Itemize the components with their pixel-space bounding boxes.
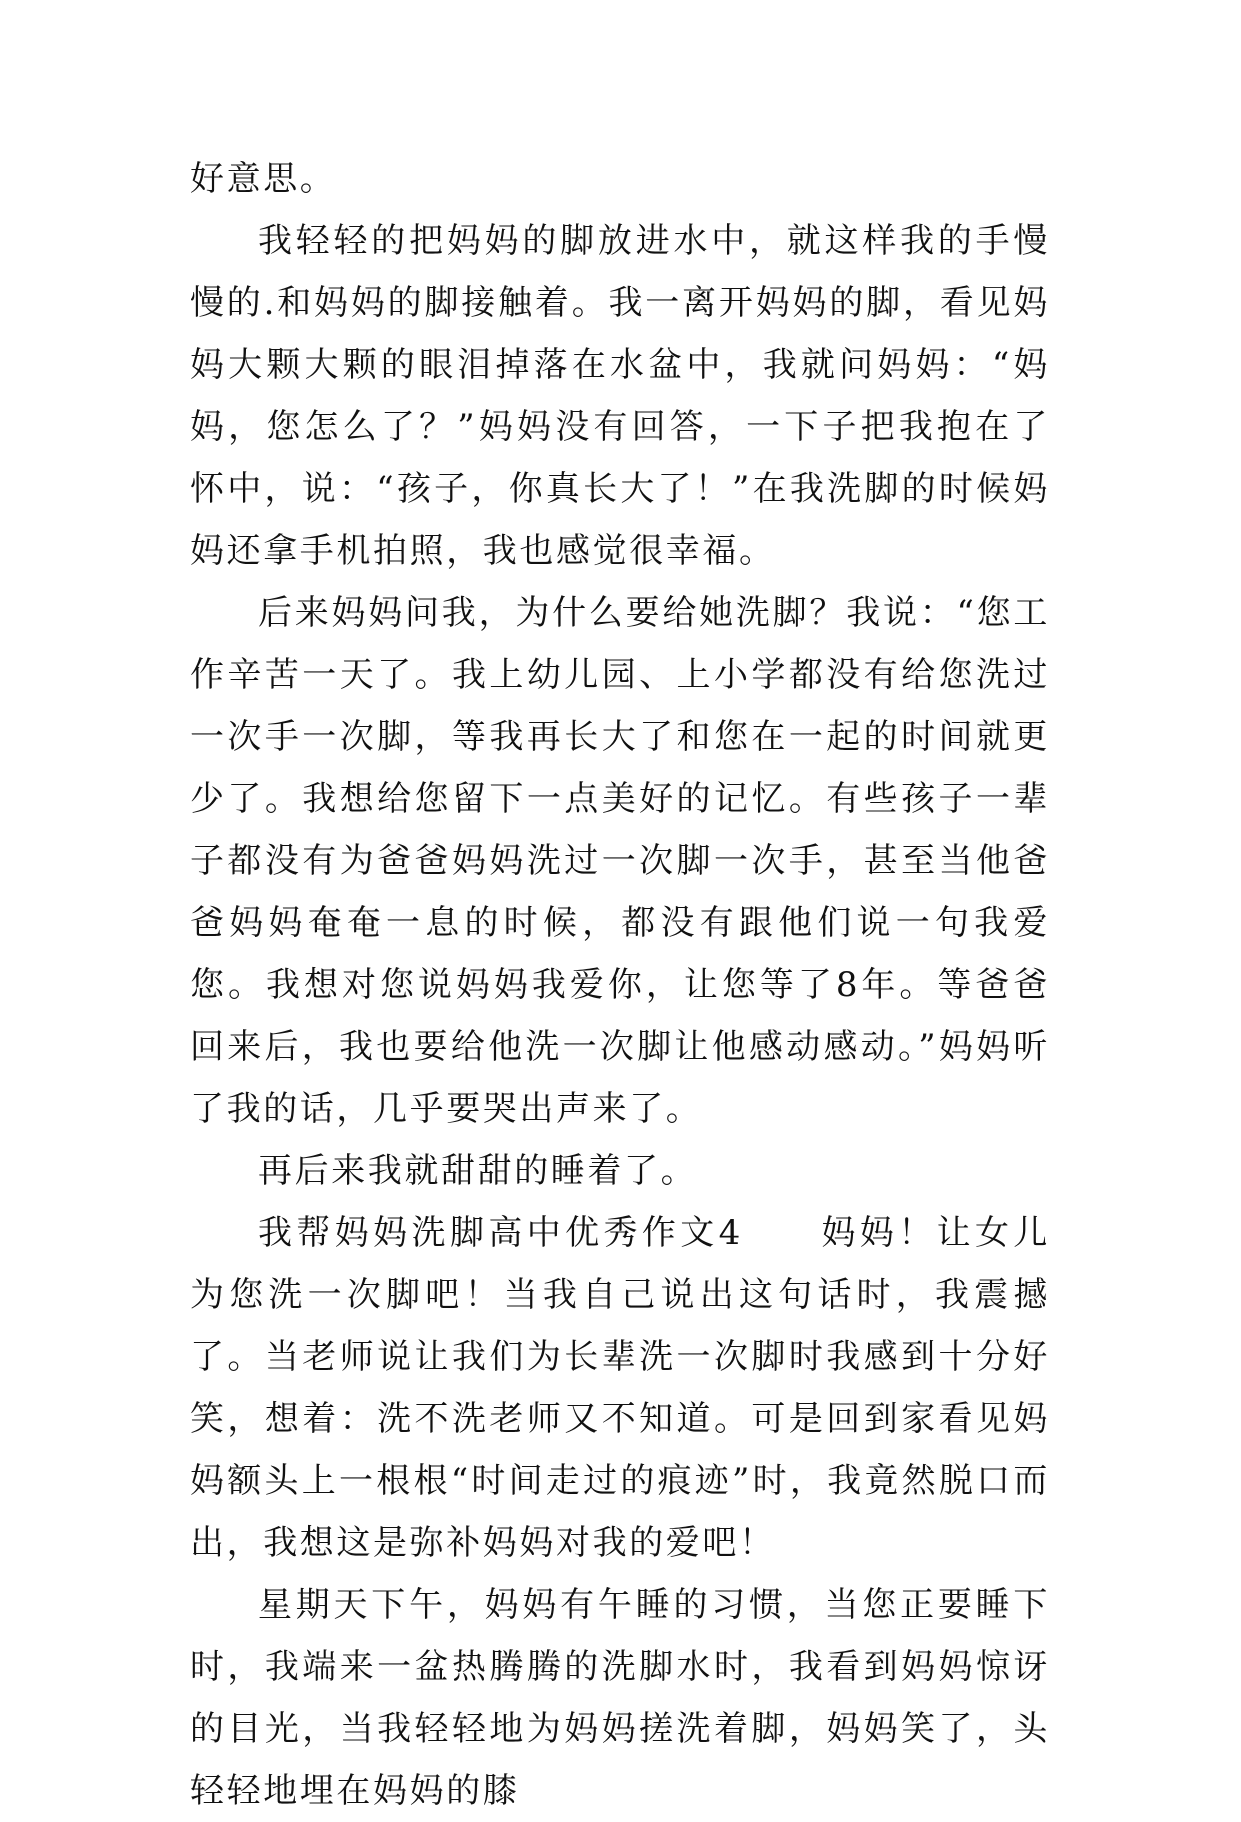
paragraph-washing-feet: 我轻轻的把妈妈的脚放进水中，就这样我的手慢慢的.和妈妈的脚接触着。我一离开妈妈的脚，看见妈妈大颗大颗的眼泪掉落在水盆中，我就问妈妈：“妈妈，您怎么了？”妈妈没有回答，一下子把我抱在了怀中，说：“孩子，你真长大了！”在我洗脚的时候妈妈还拿手机拍照，我也感觉很幸福。 bbox=[190, 221, 1050, 571]
paragraph-essay-4-intro: 我帮妈妈洗脚高中优秀作文4 妈妈！让女儿为您洗一次脚吧！当我自己说出这句话时，我震撼了。当老师说让我们为长辈洗一次脚时我感到十分好笑，想着：洗不洗老师又不知道。可是回到家看见妈妈额头上一根根“时间走过的痕迹”时，我竟然脱口而出，我想这是弥补妈妈对我的爱吧！ bbox=[190, 1213, 1050, 1563]
essay-body bbox=[190, 148, 1050, 1822]
paragraph-continuation: 好意思。 bbox=[190, 159, 337, 199]
paragraph-sunday-afternoon: 星期天下午，妈妈有午睡的习惯，当您正要睡下时，我端来一盆热腾腾的洗脚水时，我看到妈妈惊讶的目光，当我轻轻地为妈妈搓洗着脚，妈妈笑了，头轻轻地埋在妈妈的膝 bbox=[190, 1585, 1050, 1811]
paragraph-fell-asleep: 再后来我就甜甜的睡着了。 bbox=[258, 1151, 698, 1191]
paragraph-why-wash: 后来妈妈问我，为什么要给她洗脚？我说：“您工作辛苦一天了。我上幼儿园、上小学都没有给您洗过一次手一次脚，等我再长大了和您在一起的时间就更少了。我想给您留下一点美好的记忆。有些孩子一辈子都没有为爸爸妈妈洗过一次脚一次手，甚至当他爸爸妈妈奄奄一息的时候，都没有跟他们说一句我爱您。我想对您说妈妈我爱你，让您等了8年。等爸爸回来后，我也要给他洗一次脚让他感动感动。”妈妈听了我的话，几乎要哭出声来了。 bbox=[190, 593, 1050, 1129]
